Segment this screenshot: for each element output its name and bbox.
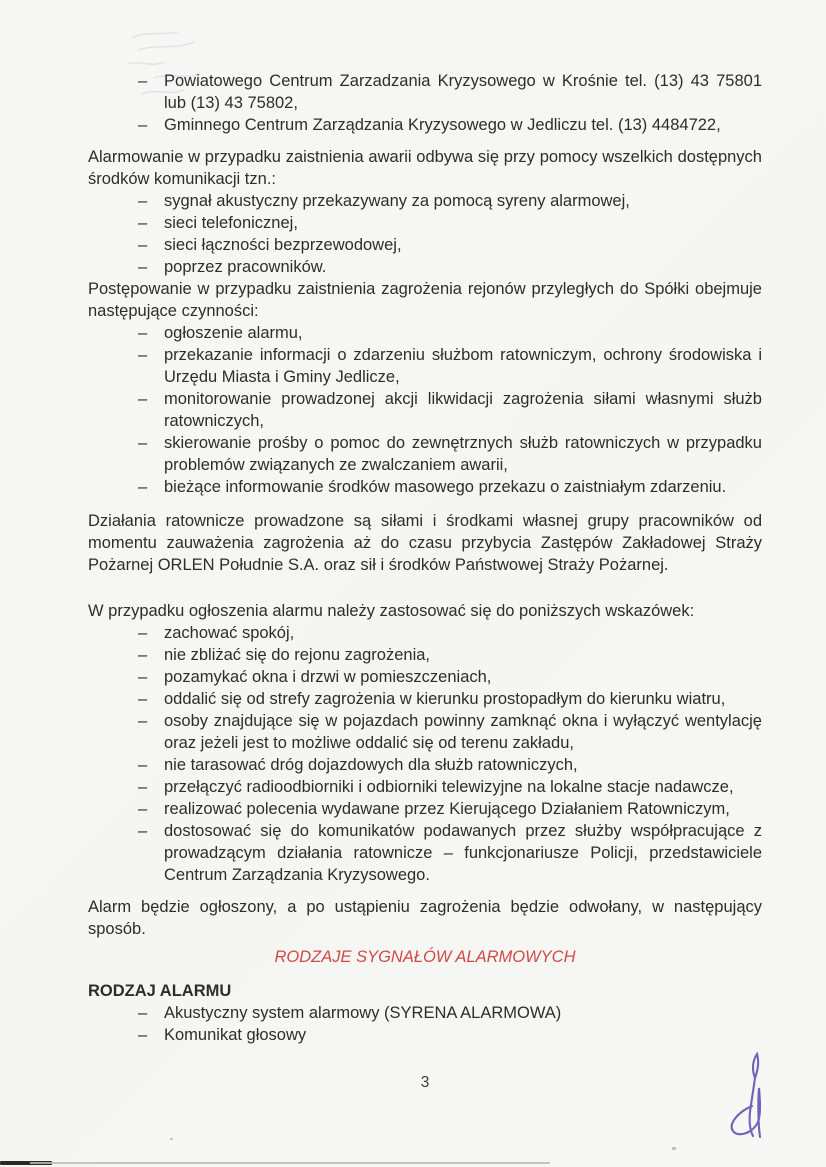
bullet-list-rodzaj-alarmu [88,1002,762,1046]
list-item-text: Komunikat głosowy [164,1026,307,1044]
bullet-dash: – [138,116,148,134]
list-item-text: sieci telefonicznej, [164,214,298,232]
bullet-dash: – [138,192,148,210]
bullet-dash: – [138,668,148,686]
list-item [88,70,762,114]
bullet-dash: – [138,324,148,342]
list-item-text: Gminnego Centrum Zarządzania Kryzysowego w Jedliczu tel. (13) 4484722, [164,116,721,134]
list-item [88,1002,762,1024]
paragraph-alarm-bedzie: Alarm będzie ogłoszony, a po ustąpieniu zagrożenia będzie odwołany, w następujący sposób. [88,898,762,938]
list-item-text: sieci łączności bezprzewodowej, [164,236,402,254]
bullet-dash: – [138,346,148,364]
list-item-text: realizować polecenia wydawane przez Kierującego Działaniem Ratowniczym, [164,800,730,818]
bullet-list-wskazowki [88,622,762,886]
bullet-dash: – [138,646,148,664]
bullet-dash: – [138,778,148,796]
section-heading-rodzaje-sygnalow: RODZAJE SYGNAŁÓW ALARMOWYCH [274,948,576,966]
list-item-text: monitorowanie prowadzonej akcji likwidacji zagrożenia siłami własnymi służb ratowniczych, [164,390,762,430]
list-item-text: pozamykać okna i drzwi w pomieszczeniach, [164,668,492,686]
bullet-list-contacts [88,70,762,136]
bullet-dash: – [138,258,148,276]
list-item-text: nie zbliżać się do rejonu zagrożenia, [164,646,430,664]
list-item-text: dostosować się do komunikatów podawanych przez służby współpracujące z prowadzącym działania ratownicze – funkcjonariusze Policji, przedstawiciele Centrum Zarządzania Kryzysowego. [164,822,762,884]
scan-speck [672,1147,676,1150]
page-number: 3 [420,1074,430,1091]
bullet-dash: – [138,690,148,708]
list-item [88,432,762,476]
list-item-text: oddalić się od strefy zagrożenia w kierunku prostopadłym do kierunku wiatru, [164,690,726,708]
bullet-dash: – [138,434,148,452]
paragraph-alarmowanie: Alarmowanie w przypadku zaistnienia awarii odbywa się przy pomocy wszelkich dostępnych środków komunikacji tzn.: [88,148,762,188]
list-item-text: bieżące informowanie środków masowego przekazu o zaistniałym zdarzeniu. [164,478,727,496]
bullet-dash: – [138,800,148,818]
scan-edge-artifact [30,1162,550,1164]
list-item-text: Akustyczny system alarmowy (SYRENA ALARMOWA) [164,1004,562,1022]
list-item [88,754,762,776]
list-item-text: poprzez pracowników. [164,258,327,276]
list-item [88,190,762,212]
list-item [88,644,762,666]
paragraph-dzialania: Działania ratownicze prowadzone są siłami i środkami własnej grupy pracowników od momentu zauważenia zagrożenia aż do czasu przybycia Zastępów Zakładowej Straży Pożarnej ORLEN Południe S.A. oraz sił i środków Państwowej Straży Pożarnej. [88,512,762,574]
list-item [88,710,762,754]
list-item [88,476,762,498]
list-item-text: ogłoszenie alarmu, [164,324,303,342]
scan-speck [170,1138,173,1140]
bullet-dash: – [138,1026,148,1044]
bullet-dash: – [138,390,148,408]
list-item [88,256,762,278]
bullet-dash: – [138,214,148,232]
list-item [88,798,762,820]
list-item-text: sygnał akustyczny przekazywany za pomocą syreny alarmowej, [164,192,630,210]
list-item-text: przełączyć radioodbiorniki i odbiorniki telewizyjne na lokalne stacje nadawcze, [164,778,734,796]
bullet-dash: – [138,236,148,254]
list-item [88,666,762,688]
bullet-list-postepowanie [88,322,762,498]
list-item [88,688,762,710]
bullet-list-alarm-means [88,190,762,278]
document-body [88,70,762,1046]
list-item [88,622,762,644]
bullet-dash: – [138,822,148,840]
list-item [88,212,762,234]
handwritten-signature [720,1050,778,1140]
list-item-text: skierowanie prośby o pomoc do zewnętrznych służb ratowniczych w przypadku problemów związanych ze zwalczaniem awarii, [164,434,762,474]
section-heading-rodzaj-alarmu: RODZAJ ALARMU [88,982,232,1000]
list-item [88,388,762,432]
bullet-dash: – [138,1004,148,1022]
list-item [88,820,762,886]
list-item-text: Powiatowego Centrum Zarzadzania Kryzysowego w Krośnie tel. (13) 43 75801 lub (13) 43 75802, [164,72,762,112]
paragraph-wprzypadku: W przypadku ogłoszenia alarmu należy zastosować się do poniższych wskazówek: [88,602,695,620]
list-item-text: przekazanie informacji o zdarzeniu służbom ratowniczym, ochrony środowiska i Urzędu Miasta i Gminy Jedlicze, [164,346,762,386]
bullet-dash: – [138,712,148,730]
bullet-dash: – [138,756,148,774]
list-item [88,344,762,388]
list-item [88,322,762,344]
list-item [88,114,762,136]
list-item-text: zachować spokój, [164,624,295,642]
bullet-dash: – [138,478,148,496]
list-item-text: osoby znajdujące się w pojazdach powinny zamknąć okna i wyłączyć wentylację oraz jeżeli jest to możliwe oddalić się od terenu zakładu, [164,712,762,752]
list-item [88,1024,762,1046]
list-item [88,776,762,798]
list-item [88,234,762,256]
list-item-text: nie tarasować dróg dojazdowych dla służb ratowniczych, [164,756,578,774]
bullet-dash: – [138,72,148,90]
bullet-dash: – [138,624,148,642]
paragraph-postepowanie: Postępowanie w przypadku zaistnienia zagrożenia rejonów przyległych do Spółki obejmuje następujące czynności: [88,280,762,320]
